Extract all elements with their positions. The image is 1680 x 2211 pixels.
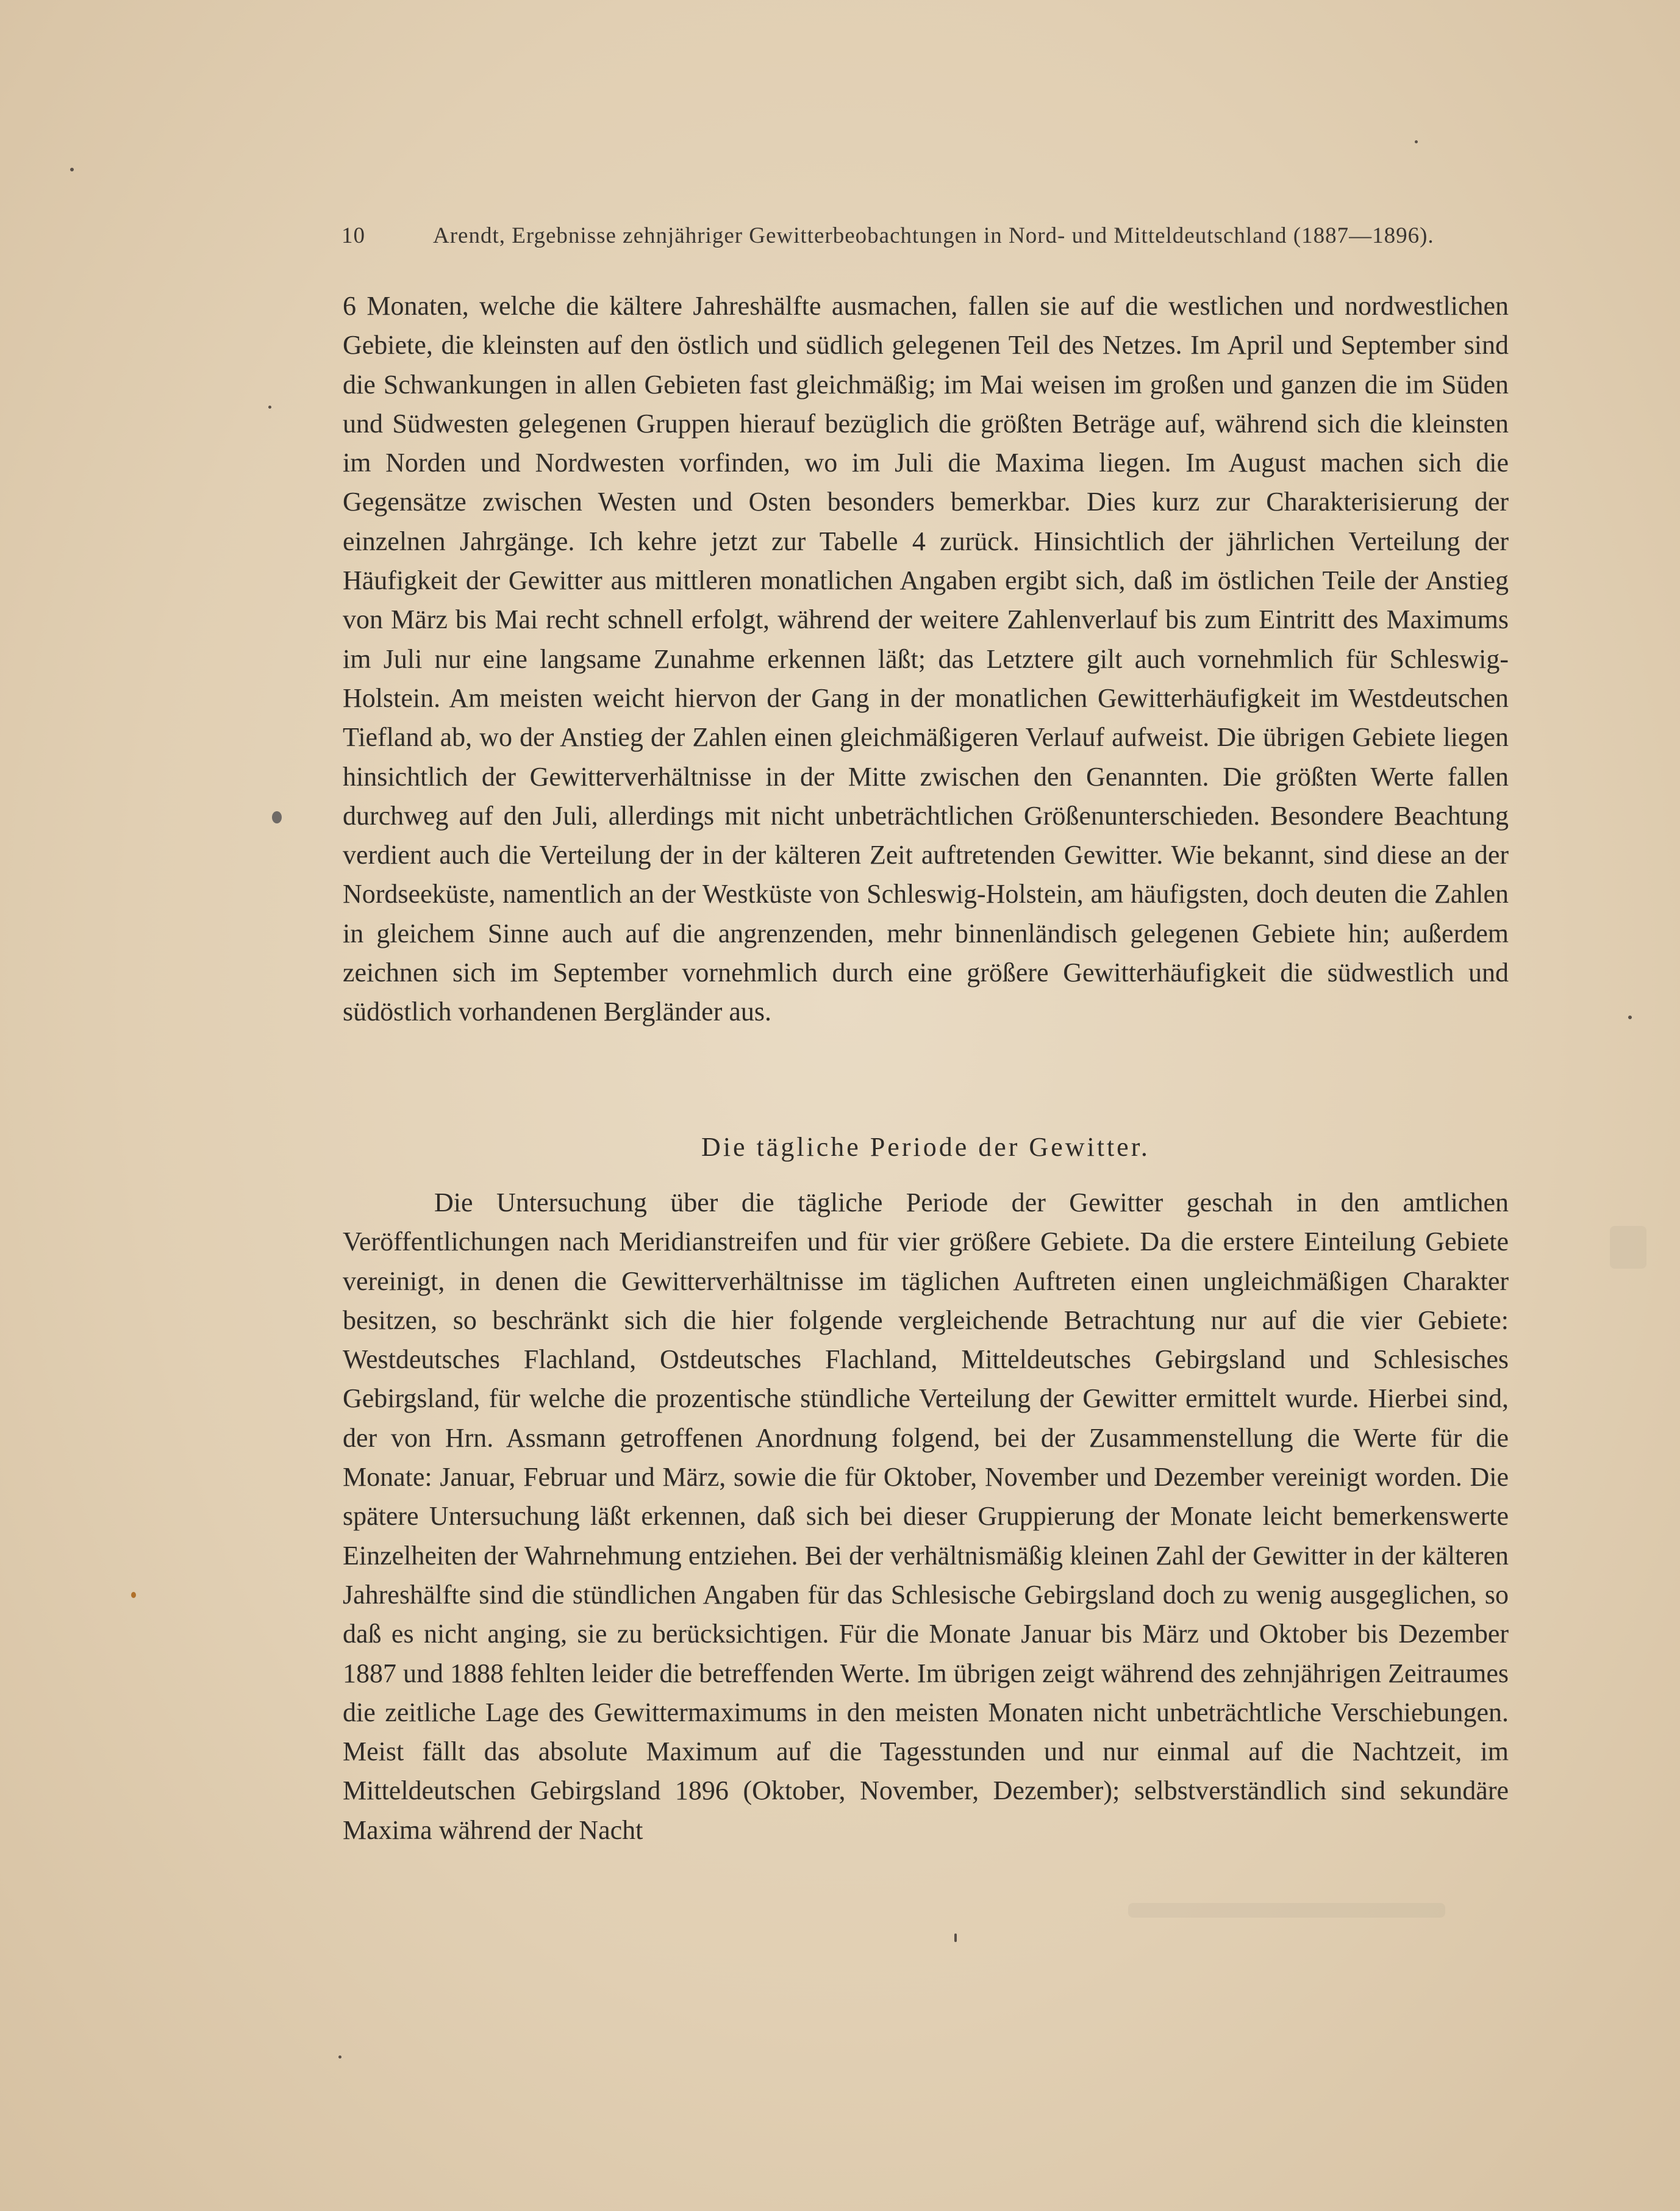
- paper-speck: [338, 2055, 341, 2059]
- paragraph-1-text: 6 Monaten, welche die kältere Jahreshälfte ausmachen, fallen sie auf die westlichen und nordwestlichen Gebiete, die kleinsten auf den östlich und südlich gelegenen Teil des Netzes. Im April und September sind die Schwankungen in allen Gebieten fast gleichmäßig; im Mai weisen im großen und ganzen die im Süden und Südwesten gelegenen Gruppen hierauf bezüglich die größten Beträge auf, während sich die kleinsten im Norden und Nordwesten vorfinden, wo im Juli die Maxima liegen. Im August machen sich die Gegensätze zwischen Westen und Osten besonders bemerkbar. Dies kurz zur Charakterisierung der einzelnen Jahrgänge. Ich kehre jetzt zur Tabelle 4 zurück. Hinsichtlich der jährlichen Verteilung der Häufigkeit der Gewitter aus mittleren monatlichen Angaben ergibt sich, daß im östlichen Teile der Anstieg von März bis Mai recht schnell erfolgt, während der weitere Zahlenverlauf bis zum Eintritt des Maximums im Juli nur eine langsame Zunahme erkennen läßt; das Letztere gilt auch vornehmlich für Schleswig-Holstein. Am meisten weicht hiervon der Gang in der monatlichen Gewitterhäufigkeit im Westdeutschen Tiefland ab, wo der Anstieg der Zahlen einen gleichmäßigeren Verlauf aufweist. Die übrigen Gebiete liegen hinsichtlich der Gewitterverhältnisse in der Mitte zwischen den Genannten. Die größten Werte fallen durchweg auf den Juli, allerdings mit nicht unbeträchtlichen Größenunterschieden. Besondere Beachtung verdient auch die Verteilung der in der kälteren Zeit auftretenden Gewitter. Wie bekannt, sind diese an der Nordseeküste, namentlich an der Westküste von Schleswig-Holstein, am häufigsten, doch deuten die Zahlen in gleichem Sinne auch auf die angrenzenden, mehr binnenländisch gelegenen Gebiete hin; außerdem zeichnen sich im September vornehmlich durch eine größere Gewitterhäufigkeit die südwestlich und südöstlich vorhandenen Bergländer aus.: [343, 291, 1509, 1027]
- running-head-title: Arendt, Ergebnisse zehnjähriger Gewitterbeobachtungen in Nord- und Mitteldeutschland (1887—1896).: [433, 223, 1434, 248]
- paper-speck: [131, 1592, 136, 1598]
- paragraph-2-text: Die Untersuchung über die tägliche Periode der Gewitter geschah in den amtlichen Veröffentlichungen nach Meridianstreifen und für vier größere Gebiete. Da die erstere Einteilung Gebiete vereinigt, in denen die Gewitterverhältnisse im täglichen Auftreten einen ungleichmäßigen Charakter besitzen, so beschränkt sich die hier folgende vergleichende Betrachtung nur auf die vier Gebiete: Westdeutsches Flachland, Ostdeutsches Flachland, Mitteldeutsches Gebirgsland und Schlesisches Gebirgsland, für welche die prozentische stündliche Verteilung der Gewitter ermittelt wurde. Hierbei sind, der von Hrn. Assmann getroffenen Anordnung folgend, bei der Zusammenstellung die Werte für die Monate: Januar, Februar und März, sowie die für Oktober, November und Dezember vereinigt worden. Die spätere Untersuchung läßt erkennen, daß sich bei dieser Gruppierung der Monate leicht bemerkenswerte Einzelheiten der Wahrnehmung entziehen. Bei der verhältnismäßig kleinen Zahl der Gewitter in der kälteren Jahreshälfte sind die stündlichen Angaben für das Schlesische Gebirgsland doch zu wenig ausgeglichen, so daß es nicht anging, sie zu berücksichtigen. Für die Monate Januar bis März und Oktober bis Dezember 1887 und 1888 fehlten leider die betreffenden Werte. Im übrigen zeigt während des zehnjährigen Zeitraumes die zeitliche Lage des Gewittermaximums in den meisten Monaten nicht unbeträchtliche Verschiebungen. Meist fällt das absolute Maximum auf die Tagesstunden und nur einmal auf die Nachtzeit, im Mitteldeutschen Gebirgsland 1896 (Oktober, November, Dezember); selbstverständlich sind sekundäre Maxima während der Nacht: [343, 1188, 1509, 1845]
- paper-speck: [268, 406, 271, 409]
- paper-stain: [1610, 1226, 1646, 1269]
- paper-speck: [1415, 140, 1418, 143]
- section-heading: Die tägliche Periode der Gewitter.: [701, 1132, 1150, 1162]
- paragraph-daily-period: [343, 1183, 1509, 1850]
- paragraph-monthly-distribution: [343, 287, 1509, 1032]
- page-number: 10: [341, 223, 365, 248]
- paper-speck: [954, 1933, 957, 1942]
- paper-stain: [1128, 1903, 1445, 1918]
- running-head: [341, 223, 1512, 253]
- paper-speck: [272, 811, 282, 823]
- paper-speck: [70, 168, 74, 171]
- paper-speck: [1628, 1016, 1632, 1019]
